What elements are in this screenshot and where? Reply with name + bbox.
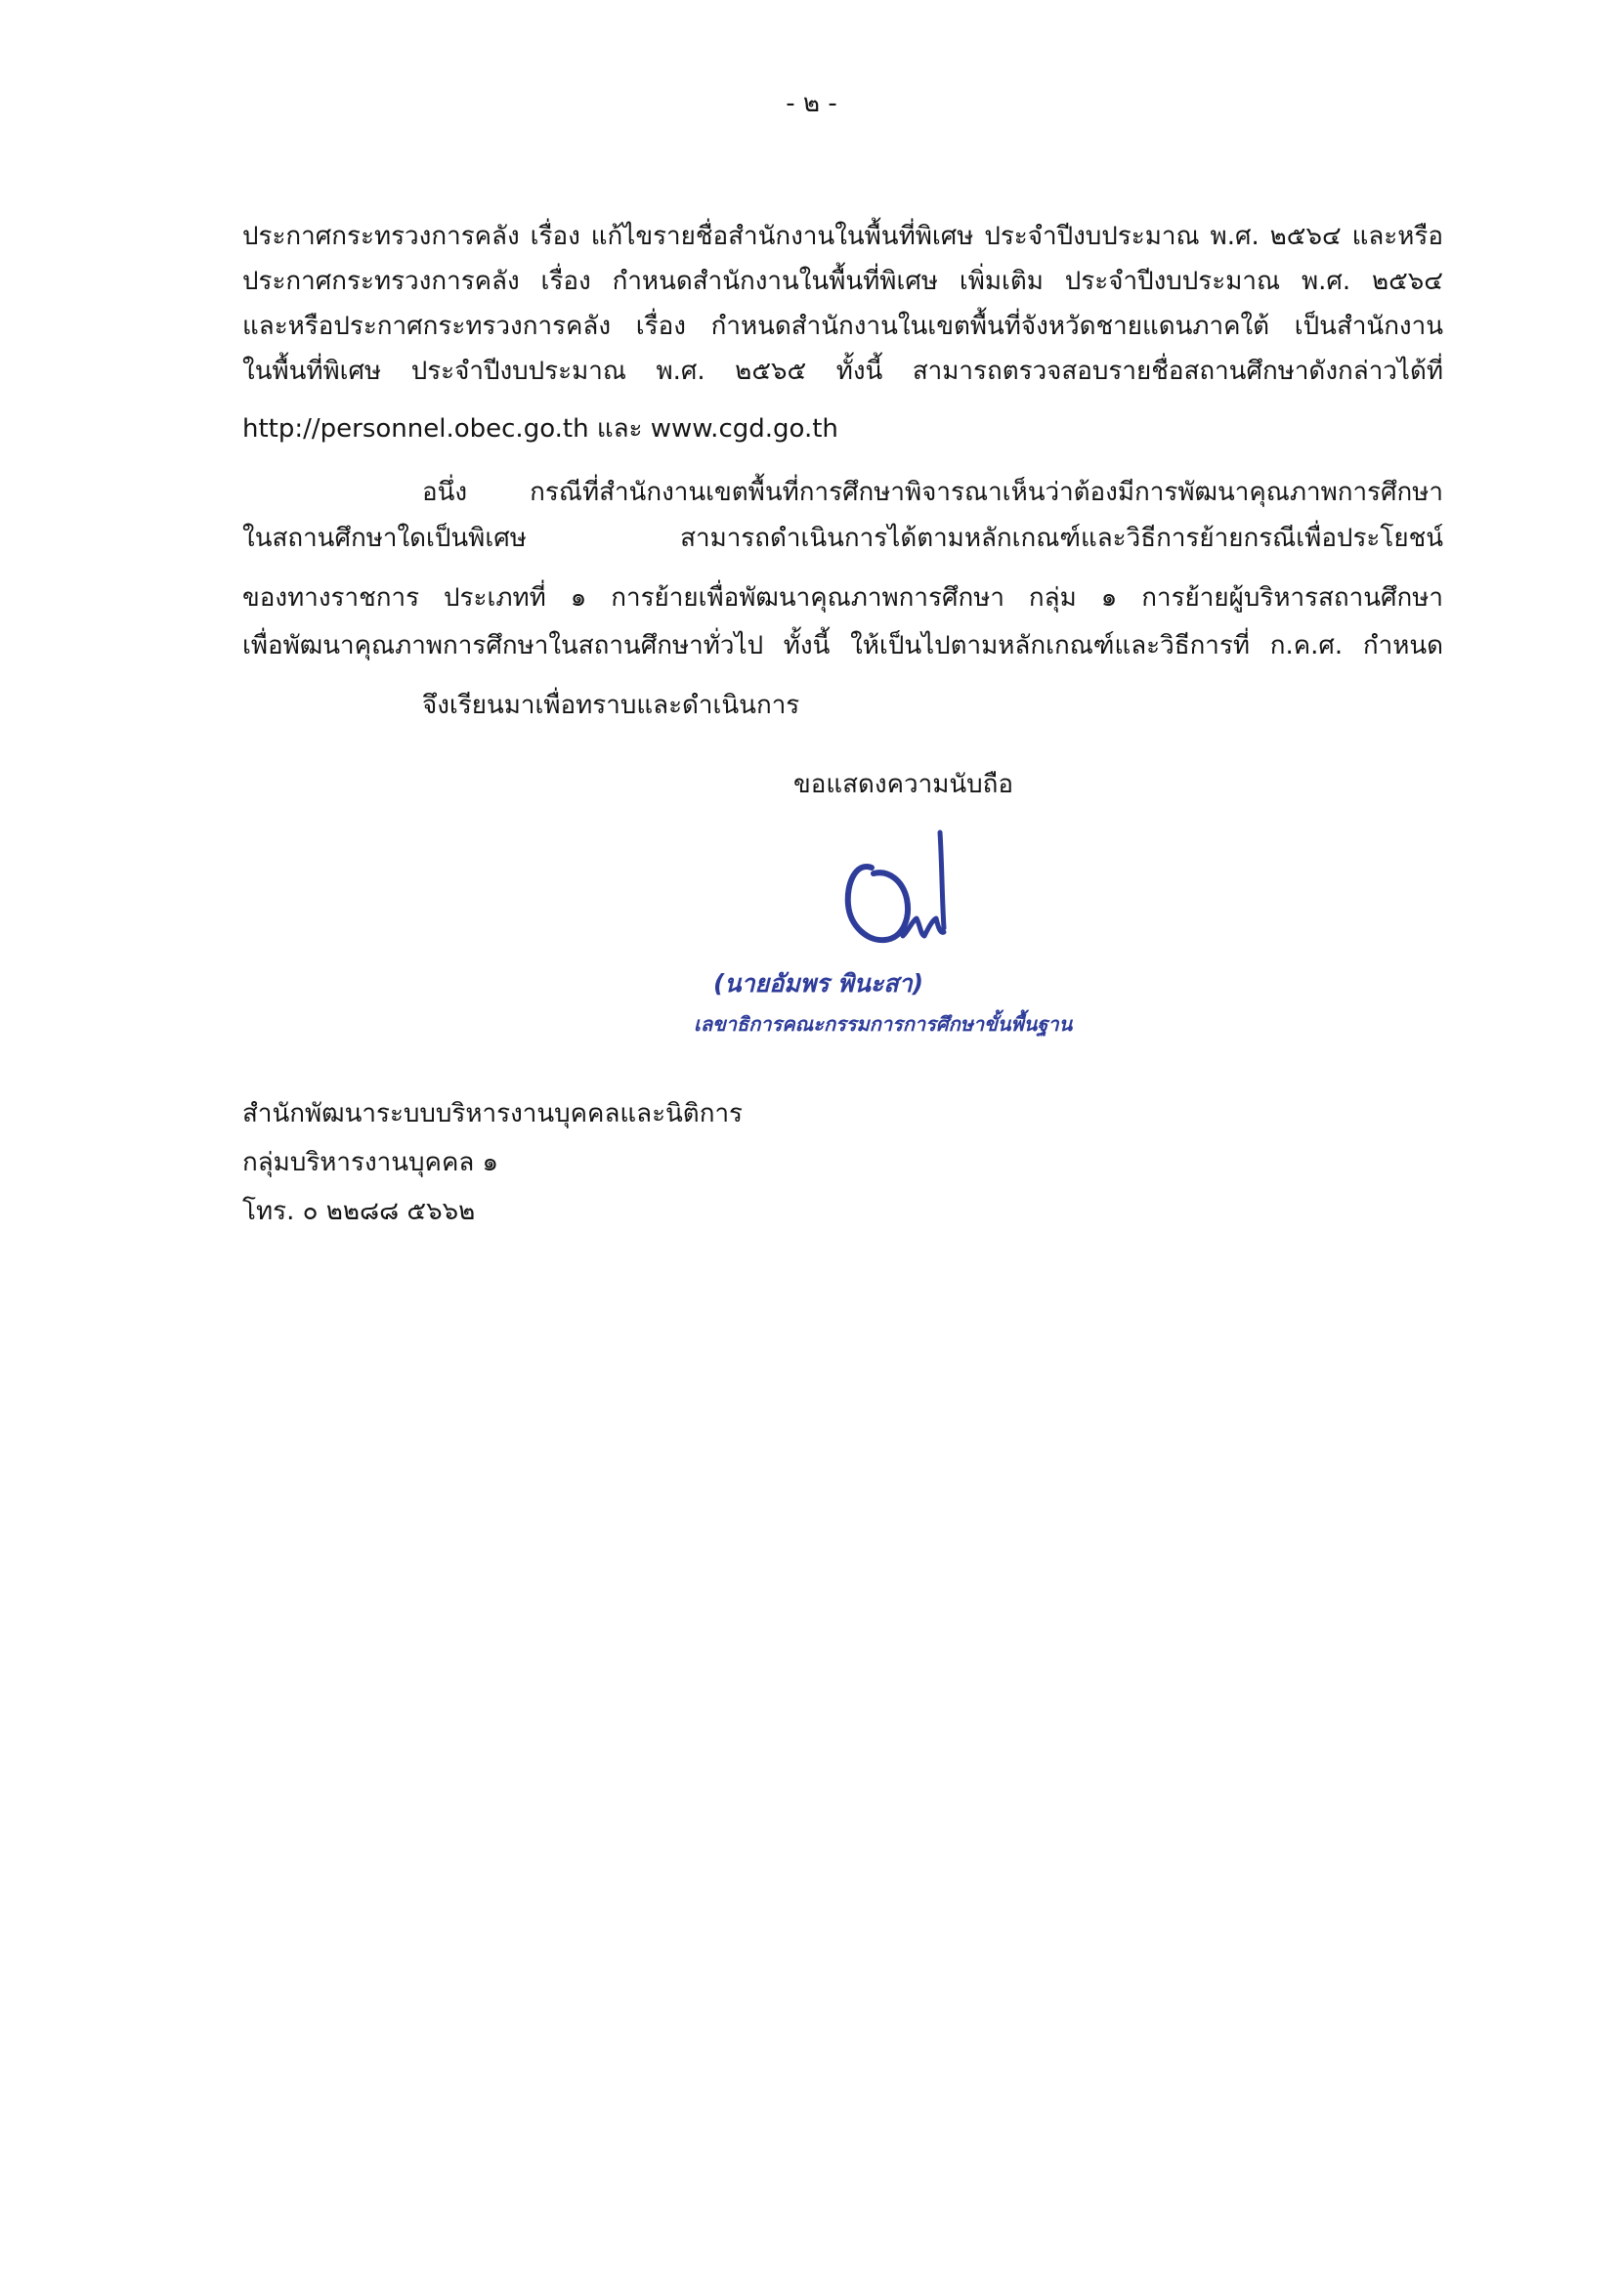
paragraph-3: จึงเรียนมาเพื่อทราบและดำเนินการ — [422, 691, 800, 720]
paragraph-1-line: ประกาศกระทรวงการคลัง เรื่อง กำหนดสำนักงานในพื้นที่พิเศษ เพิ่มเติม ประจำปีงบประมาณ พ.ศ. ๒๕๖๔ — [242, 267, 1443, 296]
signer-name: (นายอัมพร พินะสา) — [713, 969, 924, 998]
paragraph-1-line: ในพื้นที่พิเศษ ประจำปีงบประมาณ พ.ศ. ๒๕๖๕ ทั้งนี้ สามารถตรวจสอบรายชื่อสถานศึกษาดังกล่าวได้ที่ — [242, 357, 1443, 386]
contact-phone: โทร. ๐ ๒๒๘๘ ๕๖๖๒ — [242, 1197, 476, 1226]
paragraph-2-line: ของทางราชการ ประเภทที่ ๑ การย้ายเพื่อพัฒนาคุณภาพการศึกษา กลุ่ม ๑ การย้ายผู้บริหารสถานศึกษา — [242, 583, 1443, 613]
url-line: http://personnel.obec.go.th และ www.cgd.go.th — [242, 414, 838, 444]
paragraph-2-line: อนึ่ง กรณีที่สำนักงานเขตพื้นที่การศึกษาพิจารณาเห็นว่าต้องมีการพัฒนาคุณภาพการศึกษา — [422, 478, 1443, 507]
paragraph-2-line: ในสถานศึกษาใดเป็นพิเศษ สามารถดำเนินการได้ตามหลักเกณฑ์และวิธีการย้ายกรณีเพื่อประโยชน์ — [242, 524, 1443, 553]
signer-position: เลขาธิการคณะกรรมการการศึกษาขั้นพื้นฐาน — [694, 1012, 1073, 1036]
paragraph-2-line: เพื่อพัฒนาคุณภาพการศึกษาในสถานศึกษาทั่วไป ทั้งนี้ ให้เป็นไปตามหลักเกณฑ์และวิธีการที่ ก.ค.ศ. กำหนด — [242, 631, 1443, 660]
contact-group: กลุ่มบริหารงานบุคคล ๑ — [242, 1148, 499, 1177]
handwritten-signature — [838, 829, 1003, 954]
contact-office: สำนักพัฒนาระบบบริหารงานบุคคลและนิติการ — [242, 1099, 744, 1128]
closing-salutation: ขอแสดงความนับถือ — [793, 770, 1013, 799]
paragraph-1-line: และหรือประกาศกระทรวงการคลัง เรื่อง กำหนดสำนักงานในเขตพื้นที่จังหวัดชายแดนภาคใต้ เป็นสำนักงาน — [242, 312, 1443, 341]
paragraph-1-line: ประกาศกระทรวงการคลัง เรื่อง แก้ไขรายชื่อสำนักงานในพื้นที่พิเศษ ประจำปีงบประมาณ พ.ศ. ๒๕๖๔ และหรือ — [242, 222, 1443, 251]
page-number: - ๒ - — [786, 89, 837, 118]
